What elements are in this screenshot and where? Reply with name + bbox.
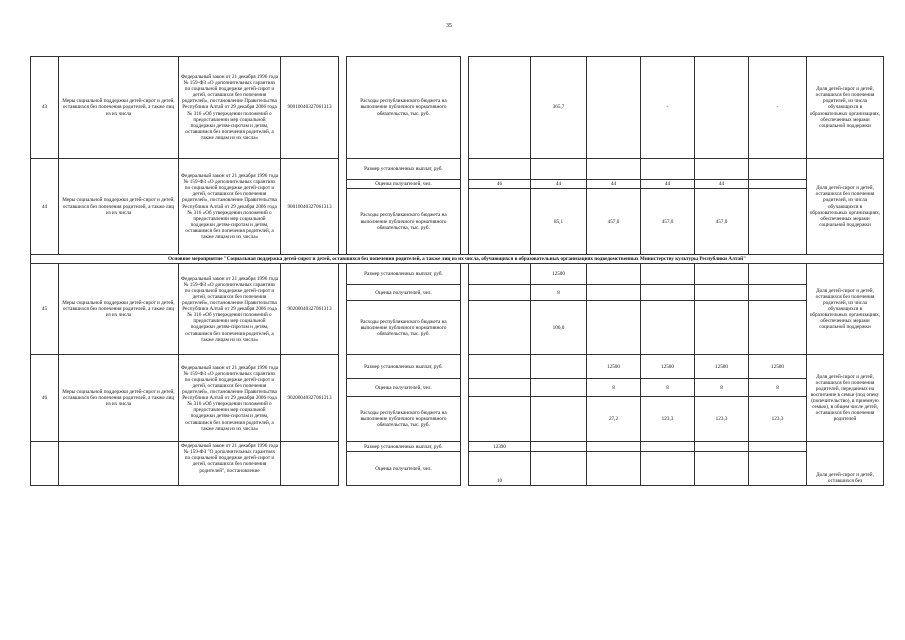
target-indicator: Доля детей-сирот и детей, оставшихся без <box>807 442 884 486</box>
row-number: 44 <box>31 159 59 255</box>
legal-basis: Федеральный закон от 21 декабря 1996 года № 159-ФЗ «О дополнительных гарантиях по социальной поддержке детей-сирот и детей, оставшихся без попечения родителей», постановление Правительства Республики Алтай от 29 декабря 2006 года № 316 «Об утверждении положений о предоставлении мер социальной поддержки детям-сиротам и детям, оставшимся без попечения родителей, а также лицам из их числа» <box>179 159 281 255</box>
page-number: 35 <box>446 23 452 29</box>
indicator-label: Размер установленных выплат, руб. <box>347 264 461 285</box>
value-cell: 457,0 <box>587 189 641 255</box>
value-cell: 85,1 <box>531 189 587 255</box>
value-cell: 100,0 <box>531 301 587 355</box>
value-cell: 123,3 <box>749 397 807 442</box>
value-cell: 12500 <box>587 355 641 379</box>
value-cell: 457,0 <box>695 189 749 255</box>
table-row <box>31 355 884 379</box>
value-cell: 44 <box>531 180 587 189</box>
indicator-label: Расходы республиканского бюджета на выполнение публичного нормативного обязательства, тыс. руб. <box>347 189 461 255</box>
value-cell <box>587 57 641 159</box>
section-title: Основное мероприятие "Социальная поддержка детей-сирот и детей, оставшихся без попечения родителей, а также лиц из их числа, обучающихся в образовательных организациях подведомственных Министерству культуры Республики Алтай" <box>31 255 884 264</box>
value-cell: 44 <box>641 180 695 189</box>
indicator-label: Размер установленных выплат, руб. <box>347 159 461 180</box>
value-cell: 8 <box>641 379 695 397</box>
indicator-label: Размер установленных выплат, руб. <box>347 442 461 452</box>
measure-name: Меры социальной поддержки детей-сирот и детей, оставшихся без попечения родителей, а также лиц из их числа <box>59 264 179 355</box>
measures-table <box>30 56 884 486</box>
legal-basis: Федеральный закон от 21 декабря 1996 года № 159-ФЗ "О дополнительных гарантиях по социальной поддержке детей-сирот и детей, оставшихся без попечения родителей", постановление <box>179 442 281 486</box>
indicator-label: Расходы республиканского бюджета на выполнение публичного нормативного обязательства, тыс. руб. <box>347 397 461 442</box>
target-indicator: Доля детей-сирот и детей, оставшихся без попечения родителей, переданных на воспитание в семьи (под опеку (попечительство), в приемную семью), в общем числе детей, оставшихся без попечения родителей <box>807 355 884 442</box>
value-cell: 12500 <box>695 355 749 379</box>
section-header-row <box>31 255 884 264</box>
value-cell: 8 <box>695 379 749 397</box>
value-cell: 12390 <box>469 442 531 452</box>
indicator-label: Оценка получателей, чел. <box>347 180 461 189</box>
value-cell: 12500 <box>749 355 807 379</box>
indicator-label: Оценка получателей, чел. <box>347 285 461 301</box>
indicator-label: Расходы республиканского бюджета на выполнение публичного нормативного обязательства, тыс. руб. <box>347 57 461 159</box>
budget-code: 90200040327061313 <box>281 355 339 442</box>
indicator-label: Оценка получателей, чел. <box>347 452 461 486</box>
target-indicator: Доля детей-сирот и детей, оставшихся без попечения родителей, из числа обучающихся в образовательных организациях, обеспеченных мерами социальной поддержки <box>807 264 884 355</box>
table-row <box>31 159 884 180</box>
budget-code: 90200040327061313 <box>281 264 339 355</box>
value-cell: 12500 <box>531 264 587 285</box>
target-indicator: Доля детей-сирот и детей, оставшихся без попечения родителей, из числа обучающихся в образовательных организациях, обеспеченных мерами социальной поддержки <box>807 159 884 255</box>
indicator-label: Расходы республиканского бюджета на выполнение публичного нормативного обязательства, тыс. руб. <box>347 301 461 355</box>
measure-name: Меры социальной поддержки детей-сирот и детей, оставшихся без попечения родителей, а также лиц из их числа <box>59 57 179 159</box>
value-cell: 457,0 <box>641 189 695 255</box>
row-number: 45 <box>31 264 59 355</box>
table-row <box>31 264 884 285</box>
legal-basis: Федеральный закон от 21 декабря 1996 года № 159-ФЗ «О дополнительных гарантиях по социальной поддержке детей-сирот и детей, оставшихся без попечения родителей», постановление Правительства Республики Алтай от 29 декабря 2006 года № 316 «Об утверждении положений о предоставлении мер социальной поддержки детям-сиротам и детям, оставшимся без попечения родителей, а также лицам из их числа» <box>179 57 281 159</box>
value-cell: - <box>641 57 695 159</box>
legal-basis: Федеральный закон от 21 декабря 1996 года № 159-ФЗ «О дополнительных гарантиях по социальной поддержке детей-сирот и детей, оставшихся без попечения родителей», постановление Правительства Республики Алтай от 29 декабря 2006 года № 316 «Об утверждении положений о предоставлении мер социальной поддержки детям-сиротам и детям, оставшимся без попечения родителей, а также лицам из их числа» <box>179 264 281 355</box>
value-cell: 27,2 <box>587 397 641 442</box>
value-cell <box>469 57 531 159</box>
value-cell: 123,3 <box>695 397 749 442</box>
value-cell: 8 <box>749 379 807 397</box>
value-cell: 44 <box>587 180 641 189</box>
value-cell: 123,3 <box>641 397 695 442</box>
table-row <box>31 442 884 452</box>
value-cell: 12500 <box>641 355 695 379</box>
value-cell: 8 <box>587 379 641 397</box>
value-cell: 46 <box>469 180 531 189</box>
measure-name: Меры социальной поддержки детей-сирот и детей, оставшихся без попечения родителей, а также лиц из их числа <box>59 159 179 255</box>
value-cell: 8 <box>531 285 587 301</box>
row-number: 43 <box>31 57 59 159</box>
indicator-label: Размер установленных выплат, руб. <box>347 355 461 379</box>
target-indicator: Доля детей-сирот и детей, оставшихся без попечения родителей, из числа обучающихся в образовательных организациях, обеспеченных мерами социальной поддержки <box>807 57 884 159</box>
table-row <box>31 57 884 159</box>
value-cell: - <box>749 57 807 159</box>
budget-code: 90010040327061313 <box>281 159 339 255</box>
row-number: 46 <box>31 355 59 442</box>
value-cell: 365,7 <box>531 57 587 159</box>
legal-basis: Федеральный закон от 21 декабря 1996 года № 159-ФЗ «О дополнительных гарантиях по социальной поддержке детей-сирот и детей, оставшихся без попечения родителей», постановление Правительства Республики Алтай от 29 декабря 2006 года № 316 «Об утверждении положений о предоставлении мер социальной поддержки детям-сиротам и детям, оставшимся без попечения родителей, а также лицам из их числа» <box>179 355 281 442</box>
indicator-label: Оценка получателей, чел. <box>347 379 461 397</box>
value-cell: 10 <box>469 452 531 486</box>
value-cell: 44 <box>695 180 749 189</box>
budget-code: 90010040327061313 <box>281 57 339 159</box>
value-cell <box>695 57 749 159</box>
measure-name: Меры социальной поддержки детей-сирот и детей, оставшихся без попечения родителей, а также лиц из их числа <box>59 355 179 442</box>
